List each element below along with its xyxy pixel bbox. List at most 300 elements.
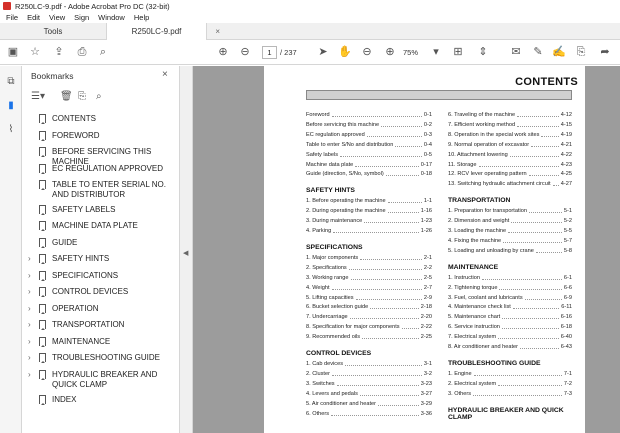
contents-page-number: 2-5 <box>423 274 432 281</box>
contents-row[interactable] <box>306 304 432 311</box>
contents-row[interactable] <box>448 228 572 235</box>
tab-document[interactable] <box>106 23 220 41</box>
contents-section-heading: TRANSPORTATION <box>448 197 511 205</box>
contents-row[interactable] <box>448 162 572 169</box>
share-icon[interactable]: ⎘ <box>576 46 586 58</box>
menu-window[interactable]: Window <box>98 13 125 22</box>
menu-sign[interactable]: Sign <box>74 13 90 22</box>
menu-edit[interactable]: Edit <box>27 13 41 22</box>
contents-entry: 1. Cab devices <box>306 361 344 367</box>
contents-page-number: 6-9 <box>563 294 572 301</box>
prev-page-icon[interactable]: ⊕ <box>218 46 228 58</box>
contents-page-number: 4-19 <box>560 131 572 138</box>
contents-entry: 7. Electrical system <box>448 334 497 341</box>
bookmark-label: CONTENTS <box>52 114 96 123</box>
contents-row[interactable] <box>306 152 432 159</box>
contents-page-number: 0-18 <box>420 171 432 178</box>
contents-row[interactable] <box>306 285 432 292</box>
contents-page-number: 4-21 <box>560 141 572 148</box>
dot-leader <box>386 175 419 176</box>
comment-icon[interactable]: ✉ <box>511 46 521 58</box>
dot-leader <box>337 385 419 386</box>
bookmark-icon <box>39 353 46 362</box>
close-panel-icon[interactable]: × <box>162 69 168 80</box>
bookmark-icon <box>39 304 46 313</box>
contents-section-heading: CONTROL DEVICES <box>306 350 372 357</box>
contents-row[interactable] <box>448 248 572 255</box>
bookmark-icon <box>39 271 46 280</box>
dot-leader <box>525 299 562 300</box>
dot-leader <box>340 156 422 157</box>
print-icon[interactable]: ⎙ <box>77 46 87 58</box>
tab-bar <box>0 23 620 40</box>
contents-entry: 1. Instruction <box>448 274 481 281</box>
dot-leader <box>511 222 562 223</box>
bookmark-label: SAFETY HINTS <box>52 254 110 263</box>
dot-leader <box>356 299 422 300</box>
page-total: / 237 <box>280 48 297 57</box>
bookmark-icon <box>39 287 46 296</box>
contents-page-number: 3-2 <box>423 370 432 377</box>
contents-entry: Safety labels <box>306 151 339 158</box>
contents-row[interactable] <box>448 122 572 129</box>
contents-page-number: 2-18 <box>420 304 432 311</box>
contents-row[interactable] <box>448 391 572 398</box>
bookmark-label: OPERATION <box>52 304 99 313</box>
menu-view[interactable]: View <box>49 13 66 22</box>
dot-leader <box>332 375 422 376</box>
contents-entry: EC regulation approved <box>306 131 365 138</box>
contents-page-number: 0-3 <box>423 131 432 138</box>
contents-page-number: 7-1 <box>563 370 572 377</box>
contents-row[interactable] <box>306 218 432 225</box>
dot-leader <box>536 252 562 253</box>
contents-row[interactable] <box>306 228 432 235</box>
contents-page-number: 2-25 <box>420 334 432 341</box>
contents-row[interactable] <box>448 371 572 378</box>
contents-entry: 2. Cluster <box>306 370 330 377</box>
contents-row[interactable] <box>306 314 432 321</box>
title-bar <box>0 0 620 12</box>
hand-tool-icon[interactable]: ✋ <box>338 46 352 58</box>
contents-entry: 6. Traveling of the machine <box>448 112 516 118</box>
contents-page-number: 5-7 <box>563 237 572 244</box>
bookmarks-panel <box>22 66 180 433</box>
panel-splitter[interactable] <box>180 66 193 433</box>
dot-leader <box>349 269 422 270</box>
contents-entry: 12. RCV lever operating pattern <box>448 171 527 178</box>
zoom-out-icon[interactable]: ⊖ <box>362 46 372 58</box>
contents-entry: 9. Recommended oils <box>306 334 361 341</box>
select-cursor-icon[interactable]: ➤ <box>318 46 328 58</box>
dot-leader <box>473 395 562 396</box>
contents-row[interactable] <box>448 238 572 245</box>
page-thumbnails-icon[interactable]: ⧉ <box>7 76 15 87</box>
contents-page-number: 6-1 <box>563 274 572 281</box>
dot-leader <box>510 156 559 157</box>
contents-section-heading: TROUBLESHOOTING GUIDE <box>448 359 541 367</box>
contents-entry: 3. During maintenance <box>306 218 363 225</box>
window-title: R250LC-9.pdf - Adobe Acrobat Pro DC (32-bit) <box>15 1 170 11</box>
contents-row[interactable] <box>448 344 572 351</box>
contents-page-number: 0-1 <box>423 112 432 118</box>
contents-page-number: 2-22 <box>420 324 432 331</box>
contents-row[interactable] <box>448 285 572 292</box>
contents-page-number: 4-25 <box>560 171 572 178</box>
dot-leader <box>331 415 419 416</box>
tab-tools[interactable]: Tools <box>43 27 63 36</box>
dot-leader <box>529 175 559 176</box>
delete-bookmark-icon[interactable]: 🗑 <box>60 91 73 102</box>
highlight-icon[interactable]: ✎ <box>533 46 543 58</box>
contents-row[interactable] <box>448 112 572 119</box>
document-viewport[interactable] <box>193 66 620 433</box>
contents-entry: 2. Dimension and weight <box>448 218 510 225</box>
bookmark-label: TROUBLESHOOTING GUIDE <box>52 353 161 362</box>
contents-row[interactable] <box>448 152 572 159</box>
contents-entry: 3. Switches <box>306 380 335 387</box>
contents-page-number: 5-8 <box>563 247 572 254</box>
bookmark-label: EC REGULATION APPROVED <box>52 164 163 173</box>
left-rail <box>0 66 22 433</box>
bookmark-label: MACHINE DATA PLATE <box>52 221 138 230</box>
dot-leader <box>502 318 559 319</box>
dot-leader <box>498 385 562 386</box>
contents-entry: 2. During operating the machine <box>306 208 386 215</box>
contents-entry: 4. Maintenance check list <box>448 304 511 311</box>
dot-leader <box>332 116 422 117</box>
expand-chevron-icon[interactable]: › <box>28 320 31 329</box>
dot-leader <box>499 289 562 290</box>
contents-row[interactable] <box>448 171 572 178</box>
dot-leader <box>479 166 559 167</box>
dot-leader <box>333 232 419 233</box>
contents-row[interactable] <box>448 208 572 215</box>
contents-entry: 6. Bucket selection guide <box>306 304 369 311</box>
contents-entry: 3. Loading the machine <box>448 228 507 234</box>
fit-page-icon[interactable]: ⊞ <box>453 46 463 58</box>
send-icon[interactable]: ➦ <box>600 46 610 58</box>
expand-chevron-icon[interactable]: › <box>28 271 31 280</box>
contents-row[interactable] <box>306 371 432 378</box>
contents-page-number: 6-11 <box>561 304 572 311</box>
expand-chevron-icon[interactable]: › <box>28 287 31 296</box>
contents-entry: 2. Tightening torque <box>448 284 498 291</box>
contents-row[interactable] <box>448 324 572 331</box>
contents-page-number: 2-2 <box>423 264 432 271</box>
bookmark-label: SPECIFICATIONS <box>52 271 119 280</box>
contents-page-number: 6-6 <box>563 284 572 291</box>
contents-section-heading: SPECIFICATIONS <box>306 243 363 251</box>
sign-icon[interactable]: ✍ <box>552 46 566 58</box>
find-bookmark-icon[interactable]: ⌕ <box>96 91 102 102</box>
dot-leader <box>502 328 559 329</box>
attachments-icon[interactable]: ⌇ <box>8 124 14 135</box>
contents-row[interactable] <box>448 381 572 388</box>
pdf-page <box>264 66 585 433</box>
contents-row[interactable] <box>448 334 572 341</box>
dot-leader <box>388 202 422 203</box>
contents-row[interactable] <box>306 275 432 282</box>
contents-page-number: 1-1 <box>423 198 432 205</box>
bookmark-icon <box>39 147 46 156</box>
contents-entry: 4. Fixing the machine <box>448 237 502 244</box>
acrobat-icon <box>3 2 11 10</box>
contents-entry: 5. Loading and unloading by crane <box>448 247 534 254</box>
contents-entry: 8. Air conditioner and heater <box>448 344 518 350</box>
contents-page-number: 4-12 <box>560 112 572 118</box>
dot-leader <box>474 375 562 376</box>
contents-page-number: 5-2 <box>563 218 572 225</box>
dot-leader <box>360 259 422 260</box>
contents-row[interactable] <box>306 391 432 398</box>
contents-row[interactable] <box>306 122 432 129</box>
bookmark-label: HYDRAULIC BREAKER AND QUICK CLAMP <box>52 370 158 389</box>
options-menu-icon[interactable]: ☰▾ <box>31 91 45 102</box>
contents-entry: 2. Specifications <box>306 264 347 271</box>
contents-row[interactable] <box>306 381 432 388</box>
contents-page-number: 1-23 <box>420 218 432 225</box>
contents-page-number: 7-3 <box>563 390 572 397</box>
dot-leader <box>395 146 422 147</box>
bookmark-icon <box>39 180 46 189</box>
bookmark-label: FOREWORD <box>52 131 100 140</box>
dot-leader <box>498 338 559 339</box>
dot-leader <box>529 212 562 213</box>
contents-row[interactable] <box>306 208 432 215</box>
contents-page-number: 2-1 <box>423 254 432 261</box>
contents-row[interactable] <box>448 275 572 282</box>
contents-page-number: 5-5 <box>563 228 572 234</box>
bookmark-icon <box>39 114 46 123</box>
menu-help[interactable]: Help <box>133 13 150 22</box>
bookmarks-header: Bookmarks <box>31 71 74 81</box>
contents-page-number: 3-29 <box>420 400 432 407</box>
contents-entry: 3. Others <box>448 390 472 397</box>
contents-page-number: 4-15 <box>560 121 572 128</box>
contents-entry: 11. Storage <box>448 161 477 168</box>
contents-page-number: 5-1 <box>563 208 572 215</box>
bookmark-label: GUIDE <box>52 238 78 247</box>
contents-entry: Machine data plate <box>306 161 354 168</box>
contents-row[interactable] <box>448 218 572 225</box>
zoom-dropdown-icon[interactable]: ▾ <box>433 46 439 58</box>
bookmark-icon <box>39 221 46 230</box>
contents-page-number: 3-27 <box>420 390 432 397</box>
contents-page-number: 1-16 <box>420 208 432 215</box>
expand-chevron-icon[interactable]: › <box>28 304 31 313</box>
dot-leader <box>362 338 419 339</box>
contents-row[interactable] <box>306 361 432 368</box>
bookmark-label: MAINTENANCE <box>52 337 111 346</box>
scroll-mode-icon[interactable]: ⇕ <box>478 46 488 58</box>
search-icon[interactable]: ⌕ <box>99 46 107 58</box>
contents-entry: Foreword <box>306 112 330 118</box>
contents-page-number: 6-43 <box>560 344 572 350</box>
contents-row[interactable] <box>306 112 432 119</box>
contents-entry: 1. Preparation for transportation <box>448 208 527 215</box>
contents-entry: 9. Normal operation of excavator <box>448 141 530 148</box>
contents-row[interactable] <box>306 162 432 169</box>
contents-row[interactable] <box>448 142 572 149</box>
save-icon[interactable]: ▣ <box>7 46 19 58</box>
contents-entry: 4. Weight <box>306 284 330 291</box>
bookmark-label: BEFORE SERVICING THIS MACHINE <box>52 147 152 166</box>
dot-leader <box>402 328 419 329</box>
contents-row[interactable] <box>306 142 432 149</box>
bookmark-icon <box>39 395 46 404</box>
contents-entry: 1. Major components <box>306 254 359 261</box>
contents-row[interactable] <box>306 132 432 139</box>
dot-leader <box>350 318 419 319</box>
dot-leader <box>541 136 559 137</box>
expand-chevron-icon[interactable]: › <box>28 370 31 379</box>
contents-page-number: 3-1 <box>423 361 432 367</box>
title-rule-bar <box>306 90 572 100</box>
dot-leader <box>351 279 422 280</box>
contents-page-number: 7-2 <box>563 380 572 387</box>
contents-entry: 5. Lifting capacities <box>306 294 354 301</box>
expand-chevron-icon[interactable]: › <box>28 337 31 346</box>
contents-page-number: 6-40 <box>560 334 572 341</box>
contents-page-number: 2-20 <box>420 314 432 321</box>
contents-entry: 5. Maintenance chart <box>448 314 501 321</box>
bookmarks-panel-icon[interactable]: ▮ <box>8 100 14 111</box>
bookmark-label: INDEX <box>52 395 77 404</box>
dot-leader <box>513 308 559 309</box>
dot-leader <box>503 242 562 243</box>
contents-page-number: 4-23 <box>560 161 572 168</box>
contents-entry: Guide (direction, S/No, symbol) <box>306 171 384 178</box>
contents-entry: 7. Efficient working method <box>448 121 516 128</box>
contents-page-number: 0-17 <box>420 161 432 168</box>
contents-row[interactable] <box>306 411 432 418</box>
contents-entry: 2. Electrical system <box>448 380 497 387</box>
bookmark-icon <box>39 205 46 214</box>
contents-row[interactable] <box>306 265 432 272</box>
dot-leader <box>381 126 422 127</box>
zoom-level[interactable]: 75% <box>403 48 419 57</box>
contents-entry: 3. Fuel, coolant and lubricants <box>448 294 523 301</box>
contents-section-heading: SAFETY HINTS <box>306 187 355 195</box>
dot-leader <box>517 116 559 117</box>
contents-entry: Table to enter S/No and distribution <box>306 141 394 148</box>
contents-section-heading: MAINTENANCE <box>448 263 499 271</box>
contents-entry: 6. Service instruction <box>448 324 500 331</box>
contents-section-heading: HYDRAULIC BREAKER AND QUICK CLAMP <box>448 406 564 421</box>
contents-row[interactable] <box>306 171 432 178</box>
contents-entry: 4. Levers and pedals <box>306 390 358 397</box>
contents-entry: Before servicing this machine <box>306 121 380 128</box>
dot-leader <box>332 289 422 290</box>
bookmark-icon <box>39 238 46 247</box>
bookmark-tools <box>22 90 180 106</box>
bookmark-icon <box>39 320 46 329</box>
contents-entry: 8. Operation in the special work sites <box>448 131 540 138</box>
collapse-arrow-icon[interactable]: ◀ <box>183 250 189 257</box>
contents-row[interactable] <box>448 304 572 311</box>
contents-entry: 10. Attachment lowering <box>448 151 508 158</box>
bookmark-icon <box>39 131 46 140</box>
contents-entry: 1. Before operating the machine <box>306 198 386 205</box>
dot-leader <box>520 348 559 349</box>
dot-leader <box>355 166 419 167</box>
contents-row[interactable] <box>306 401 432 408</box>
contents-row[interactable] <box>448 181 572 188</box>
dot-leader <box>370 308 419 309</box>
contents-entry: 4. Parking <box>306 228 332 234</box>
close-tab-icon[interactable]: × <box>215 27 220 36</box>
dot-leader <box>531 146 559 147</box>
page-number-input[interactable]: 1 <box>262 46 277 59</box>
dot-leader <box>553 185 559 186</box>
contents-page-number: 6-16 <box>560 314 572 321</box>
contents-entry: 13. Switching hydraulic attachment circuit <box>448 181 551 188</box>
contents-page-number: 4-22 <box>560 151 572 158</box>
contents-row[interactable] <box>448 132 572 139</box>
contents-page-number: 4-27 <box>560 181 572 188</box>
bookmark-star-icon[interactable]: ☆ <box>30 46 40 58</box>
contents-entry: 6. Others <box>306 410 330 417</box>
dot-leader <box>378 405 419 406</box>
contents-entry: 8. Specification for major components <box>306 324 400 331</box>
contents-page-number: 6-18 <box>560 324 572 331</box>
bookmark-label: TABLE TO ENTER SERIAL NO. AND DISTRIBUTOR <box>52 180 166 199</box>
contents-page-number: 3-23 <box>420 380 432 387</box>
dot-leader <box>482 279 562 280</box>
menu-bar <box>0 12 620 23</box>
contents-row[interactable] <box>306 255 432 262</box>
expand-chevron-icon[interactable]: › <box>28 254 31 263</box>
dot-leader <box>345 365 422 366</box>
contents-row[interactable] <box>306 295 432 302</box>
toolbar <box>0 40 620 65</box>
dot-leader <box>388 212 419 213</box>
contents-entry: 3. Working range <box>306 274 349 281</box>
bookmark-icon <box>39 164 46 173</box>
menu-file[interactable]: File <box>6 13 19 22</box>
contents-row[interactable] <box>306 324 432 331</box>
contents-page-number: 1-26 <box>420 228 432 234</box>
contents-row[interactable] <box>306 198 432 205</box>
upload-icon[interactable]: ⇪ <box>54 46 64 58</box>
bookmark-icon <box>39 337 46 346</box>
bookmark-label: CONTROL DEVICES <box>52 287 129 296</box>
bookmark-icon <box>39 254 46 263</box>
expand-chevron-icon[interactable]: › <box>28 353 31 362</box>
next-page-icon[interactable]: ⊖ <box>240 46 250 58</box>
zoom-in-icon[interactable]: ⊕ <box>385 46 395 58</box>
contents-entry: 7. Undercarriage <box>306 314 348 321</box>
contents-entry: 1. Engine <box>448 370 472 377</box>
dot-leader <box>364 222 419 223</box>
tab-document-label: R250LC-9.pdf <box>131 27 182 36</box>
dot-leader <box>517 126 559 127</box>
new-bookmark-icon[interactable]: ⎘ <box>78 91 86 102</box>
bookmark-icon <box>39 370 46 379</box>
contents-row[interactable] <box>448 295 572 302</box>
contents-page-number: 0-5 <box>423 151 432 158</box>
contents-page-number: 0-4 <box>423 141 432 148</box>
bookmark-label: TRANSPORTATION <box>52 320 125 329</box>
contents-row[interactable] <box>306 334 432 341</box>
contents-page-number: 3-36 <box>420 410 432 417</box>
contents-entry: 5. Air conditioner and heater <box>306 400 376 407</box>
contents-title: CONTENTS <box>515 76 578 88</box>
contents-page-number: 2-7 <box>423 284 432 291</box>
contents-row[interactable] <box>448 314 572 321</box>
dot-leader <box>367 136 422 137</box>
